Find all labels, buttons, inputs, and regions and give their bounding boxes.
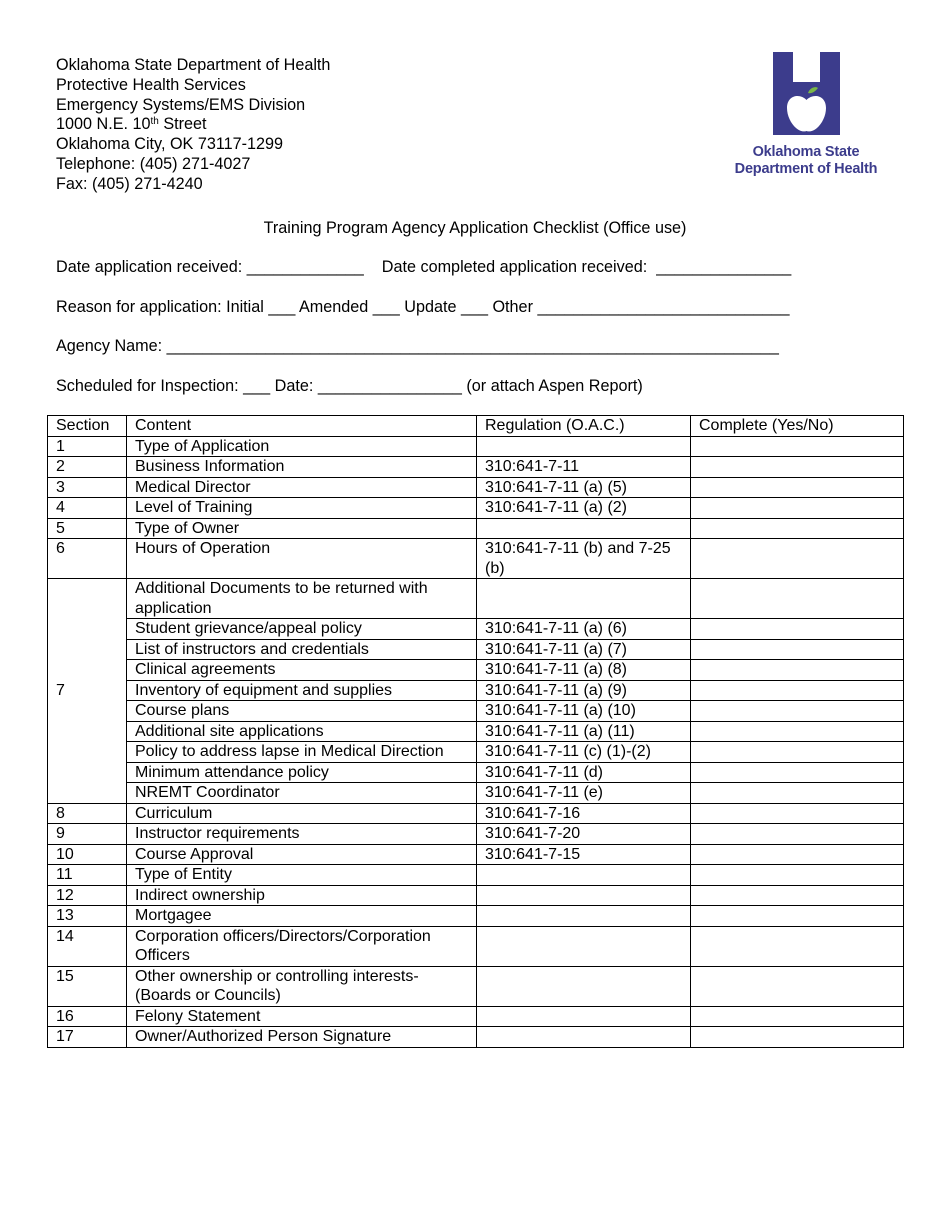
table-row [48,579,904,619]
complete-cell[interactable] [691,721,904,742]
content-cell: Curriculum [127,803,477,824]
content-cell: Course Approval [127,844,477,865]
table-row [48,639,904,660]
section-cell: 10 [48,844,127,865]
regulation-cell [477,865,691,886]
complete-cell[interactable] [691,926,904,966]
content-cell: Hours of Operation [127,539,477,579]
content-cell: Instructor requirements [127,824,477,845]
section-cell: 12 [48,885,127,906]
content-cell: Level of Training [127,498,477,519]
complete-cell[interactable] [691,783,904,804]
table-header-row [48,416,904,437]
table-row [48,518,904,539]
table-row [48,457,904,478]
application-checklist-table [47,415,904,1048]
complete-cell[interactable] [691,824,904,845]
table-row [48,926,904,966]
content-cell: Student grievance/appeal policy [127,619,477,640]
table-row [48,477,904,498]
section-cell: 1 [48,436,127,457]
section-cell: 5 [48,518,127,539]
table-row [48,1027,904,1048]
form-title: Training Program Agency Application Checklist (Office use) [263,219,687,237]
complete-cell[interactable] [691,803,904,824]
complete-cell[interactable] [691,660,904,681]
content-cell: Business Information [127,457,477,478]
address-line: Oklahoma State Department of Health [56,56,331,74]
table-row [48,824,904,845]
regulation-cell: 310:641-7-11 (a) (9) [477,680,691,701]
address-line: Emergency Systems/EMS Division [56,95,306,114]
column-header-section: Section [48,416,127,437]
complete-cell[interactable] [691,579,904,619]
regulation-cell [477,966,691,1006]
reason-for-application-field[interactable]: Reason for application: Initial ___ Amended ___ Update ___ Other ____________________________ [56,298,790,316]
agency-address-block [56,56,330,195]
regulation-cell: 310:641-7-11 (d) [477,762,691,783]
table-row [48,680,904,701]
table-row [48,803,904,824]
table-row [48,762,904,783]
complete-cell[interactable] [691,865,904,886]
section-cell: 14 [48,926,127,966]
regulation-cell: 310:641-7-11 (a) (11) [477,721,691,742]
table-row [48,865,904,886]
logo-wordmark: Oklahoma State Department of Health [734,144,878,177]
health-h-apple-icon [728,52,888,142]
regulation-cell: 310:641-7-11 (c) (1)-(2) [477,742,691,763]
complete-cell[interactable] [691,1006,904,1027]
complete-cell[interactable] [691,477,904,498]
table-row [48,906,904,927]
regulation-cell: 310:641-7-20 [477,824,691,845]
complete-cell[interactable] [691,844,904,865]
complete-cell[interactable] [691,906,904,927]
complete-cell[interactable] [691,457,904,478]
content-cell: Policy to address lapse in Medical Direction [127,742,477,763]
column-header-regulation: Regulation (O.A.C.) [477,416,691,437]
content-cell: Type of Owner [127,518,477,539]
content-cell: Additional site applications [127,721,477,742]
complete-cell[interactable] [691,701,904,722]
city-line: Oklahoma City, OK 73117-1299 [56,135,284,154]
complete-cell[interactable] [691,966,904,1006]
section-cell: 17 [48,1027,127,1048]
telephone: Telephone: (405) 271-4027 [56,154,251,173]
table-row [48,742,904,763]
section-cell: 4 [48,498,127,519]
regulation-cell: 310:641-7-11 (a) (10) [477,701,691,722]
content-cell: Type of Entity [127,865,477,886]
regulation-cell: 310:641-7-11 (a) (6) [477,619,691,640]
section-cell: 13 [48,906,127,927]
fax: Fax: (405) 271-4240 [56,174,203,193]
content-cell: Felony Statement [127,1006,477,1027]
regulation-cell [477,906,691,927]
regulation-cell: 310:641-7-16 [477,803,691,824]
table-row [48,1006,904,1027]
agency-name-field[interactable]: Agency Name: ____________________________________________________________________ [56,337,779,355]
section-cell: 6 [48,539,127,579]
complete-cell[interactable] [691,742,904,763]
content-cell: Inventory of equipment and supplies [127,680,477,701]
table-row [48,436,904,457]
content-cell: Medical Director [127,477,477,498]
section-cell: 8 [48,803,127,824]
regulation-cell: 310:641-7-11 [477,457,691,478]
complete-cell[interactable] [691,619,904,640]
osdh-logo [728,52,888,182]
content-cell: Indirect ownership [127,885,477,906]
regulation-cell: 310:641-7-11 (e) [477,783,691,804]
content-cell: Mortgagee [127,906,477,927]
complete-cell[interactable] [691,539,904,579]
section-cell: 16 [48,1006,127,1027]
content-cell: Corporation officers/Directors/Corporation Officers [127,926,477,966]
date-received-field[interactable]: Date application received: _____________ Date completed application received: _______________ [56,258,792,276]
section-cell: 15 [48,966,127,1006]
content-cell: Type of Application [127,436,477,457]
complete-cell[interactable] [691,1027,904,1048]
content-cell: Minimum attendance policy [127,762,477,783]
table-row [48,660,904,681]
content-cell: List of instructors and credentials [127,639,477,660]
regulation-cell [477,1006,691,1027]
table-row [48,539,904,579]
complete-cell[interactable] [691,498,904,519]
content-cell: Course plans [127,701,477,722]
table-row [48,701,904,722]
regulation-cell [477,579,691,619]
regulation-cell [477,885,691,906]
section-cell: 9 [48,824,127,845]
complete-cell[interactable] [691,762,904,783]
table-row [48,885,904,906]
regulation-cell: 310:641-7-15 [477,844,691,865]
regulation-cell [477,436,691,457]
inspection-schedule-field[interactable]: Scheduled for Inspection: ___ Date: ________________ (or attach Aspen Report) [56,377,643,395]
complete-cell[interactable] [691,436,904,457]
complete-cell[interactable] [691,885,904,906]
content-cell: Additional Documents to be returned with application [127,579,477,619]
section-cell: 3 [48,477,127,498]
regulation-cell [477,1027,691,1048]
regulation-cell [477,926,691,966]
content-cell: Owner/Authorized Person Signature [127,1027,477,1048]
table-row [48,721,904,742]
content-cell: NREMT Coordinator [127,783,477,804]
complete-cell[interactable] [691,680,904,701]
complete-cell[interactable] [691,518,904,539]
table-row [48,619,904,640]
street-address: 1000 N.E. 10th Street [56,115,207,134]
section-cell: 2 [48,457,127,478]
content-cell: Clinical agreements [127,660,477,681]
column-header-content: Content [127,416,477,437]
regulation-cell: 310:641-7-11 (a) (7) [477,639,691,660]
regulation-cell: 310:641-7-11 (a) (2) [477,498,691,519]
table-row [48,783,904,804]
regulation-cell: 310:641-7-11 (b) and 7-25 (b) [477,539,691,579]
content-cell: Other ownership or controlling interests-(Boards or Councils) [127,966,477,1006]
complete-cell[interactable] [691,639,904,660]
table-row [48,966,904,1006]
column-header-complete: Complete (Yes/No) [691,416,904,437]
regulation-cell [477,518,691,539]
address-line: Protective Health Services [56,75,246,94]
table-row [48,844,904,865]
section-cell: 11 [48,865,127,886]
table-row [48,498,904,519]
section-cell: 7 [48,579,127,804]
regulation-cell: 310:641-7-11 (a) (8) [477,660,691,681]
regulation-cell: 310:641-7-11 (a) (5) [477,477,691,498]
